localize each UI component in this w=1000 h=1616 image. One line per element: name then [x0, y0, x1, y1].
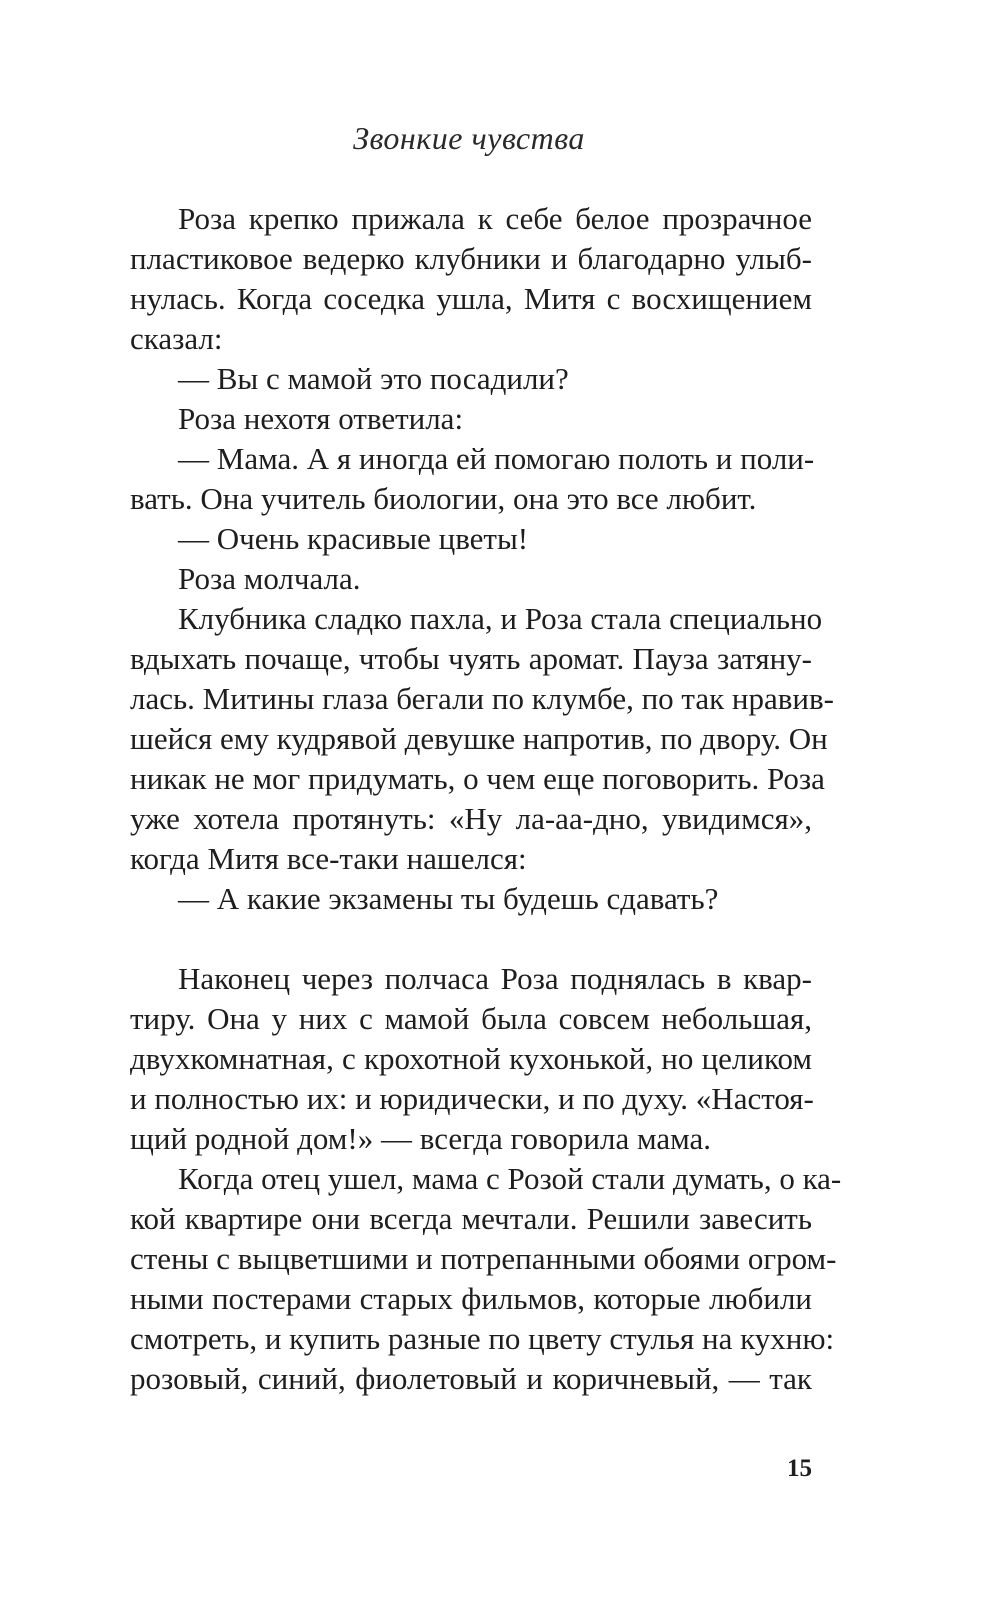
text-line: — Очень красивые цветы!: [178, 521, 529, 556]
text-line: Наконец через полчаса Роза поднялась в квар-: [178, 961, 812, 996]
text-line: тиру. Она у них с мамой была совсем небольшая,: [130, 1001, 812, 1036]
text-line: Клубника сладко пахла, и Роза стала специально: [178, 601, 823, 636]
text-line: уже хотела протянуть: «Ну ла-аа-дно, увидимся»,: [130, 801, 812, 836]
text-line: щий родной дом!» — всегда говорила мама.: [130, 1121, 712, 1156]
text-line: кой квартире они всегда мечтали. Решили завесить: [130, 1201, 812, 1236]
running-title: Звонкие чувства: [353, 120, 585, 156]
text-line: шейся ему кудрявой девушке напротив, по двору. Он: [130, 721, 828, 756]
text-line: — Мама. А я иногда ей помогаю полоть и поли-: [178, 441, 815, 476]
text-line: ными постерами старых фильмов, которые любили: [130, 1281, 812, 1316]
text-line: Роза молчала.: [178, 561, 361, 596]
text-line: лась. Митины глаза бегали по клумбе, по так нравив-: [130, 681, 834, 716]
text-line: розовый, синий, фиолетовый и коричневый, — так: [130, 1361, 812, 1396]
text-line: вать. Она учитель биологии, она это все любит.: [130, 481, 757, 516]
text-line: нулась. Когда соседка ушла, Митя с восхищением: [130, 281, 812, 316]
text-line: — Вы с мамой это посадили?: [178, 361, 569, 396]
text-line: Роза крепко прижала к себе белое прозрачное: [178, 201, 812, 236]
text-line: Когда отец ушел, мама с Розой стали думать, о ка-: [178, 1161, 842, 1196]
text-line: Роза нехотя ответила:: [178, 401, 464, 436]
page-number: 15: [787, 1455, 812, 1482]
text-line: стены с выцветшими и потрепанными обоями огром-: [130, 1241, 837, 1276]
body-text: [130, 199, 842, 1399]
text-line: сказал:: [130, 321, 223, 356]
text-line: когда Митя все-таки нашелся:: [130, 841, 527, 876]
text-line: смотреть, и купить разные по цвету стулья на кухню:: [130, 1321, 835, 1356]
text-line: пластиковое ведерко клубники и благодарно улыб-: [130, 241, 812, 276]
text-line: — А какие экзамены ты будешь сдавать?: [178, 881, 719, 916]
section-break: [130, 919, 812, 959]
text-line: и полностью их: и юридически, и по духу. «Настоя-: [130, 1081, 814, 1116]
text-line: никак не мог придумать, о чем еще поговорить. Роза: [130, 761, 825, 796]
text-line: вдыхать почаще, чтобы чуять аромат. Пауза затяну-: [130, 641, 812, 676]
text-line: двухкомнатная, с крохотной кухонькой, но целиком: [130, 1041, 812, 1076]
